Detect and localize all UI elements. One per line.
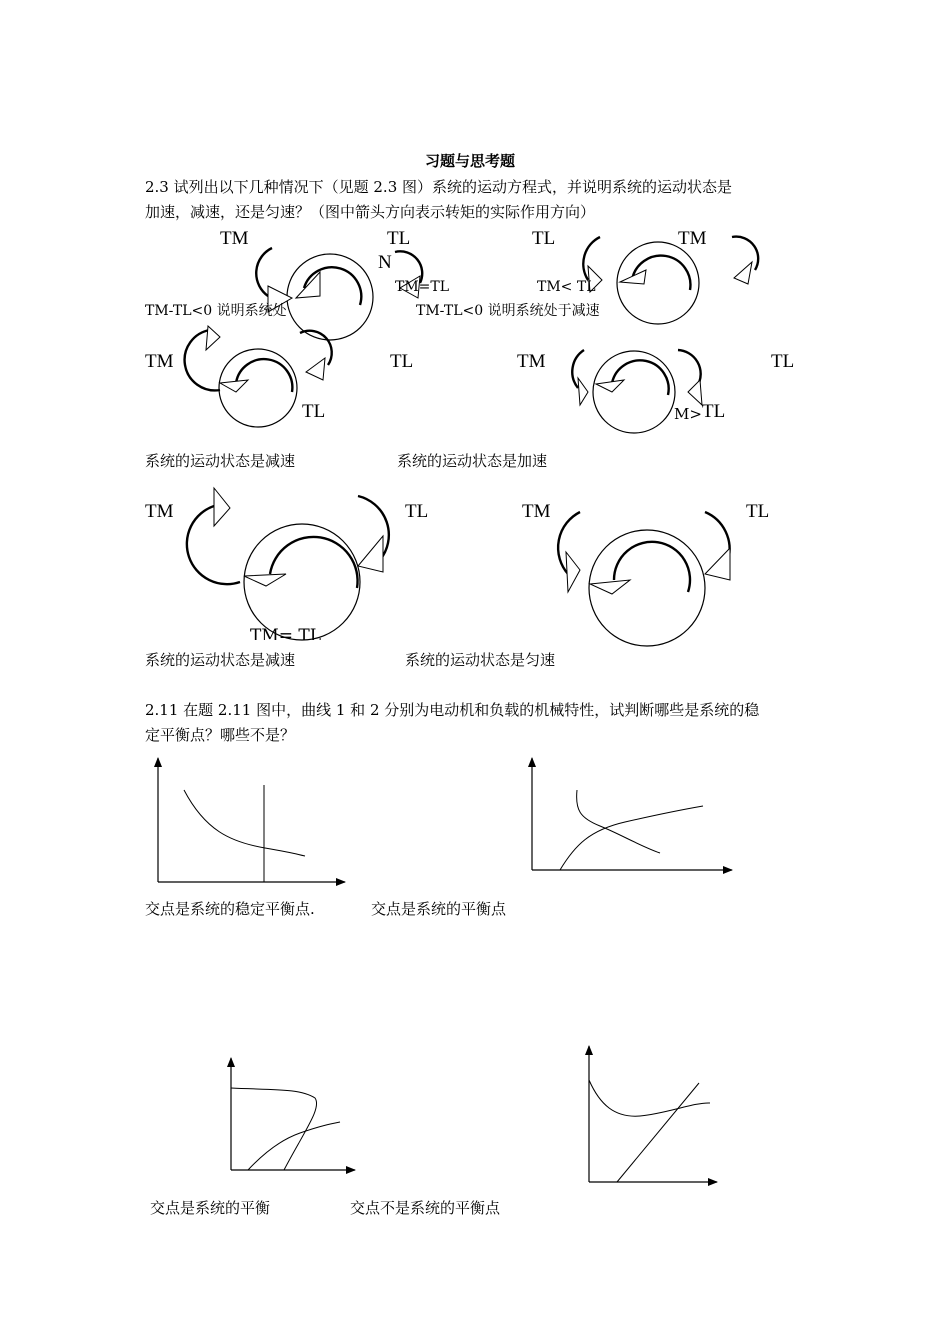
speed-n-label: N bbox=[378, 252, 392, 273]
graph-d-result: 交点不是系统的平衡点 bbox=[350, 1199, 501, 1217]
tl-label: TL bbox=[746, 501, 770, 522]
tl-label: TL bbox=[387, 228, 411, 249]
figure-b-result: TM-TL<0 说明系统处于减速 bbox=[416, 303, 600, 319]
graph-b-result: 交点是系统的平衡点 bbox=[371, 900, 507, 918]
curve-2-load bbox=[248, 1122, 340, 1170]
figure-a-result: TM-TL<0 说明系统处 bbox=[145, 303, 287, 319]
graph-b bbox=[532, 758, 732, 870]
torque-condition: TM= TL bbox=[250, 626, 322, 640]
tm-label: TM bbox=[517, 351, 546, 372]
tm-label: TM bbox=[145, 351, 174, 372]
tl-label: TL bbox=[771, 351, 795, 372]
graph-c-result: 交点是系统的平衡 bbox=[150, 1199, 271, 1217]
question-2-3-line-2: 加速，减速，还是匀速？（图中箭头方向表示转矩的实际作用方向） bbox=[145, 203, 596, 221]
tm-label: TM bbox=[145, 501, 174, 522]
figure-f-result: 系统的运动状态是匀速 bbox=[405, 651, 556, 669]
figure-e-result: 系统的运动状态是减速 bbox=[145, 651, 296, 669]
tm-label: TM bbox=[220, 228, 249, 249]
figure-d-result: 系统的运动状态是加速 bbox=[397, 452, 548, 470]
graph-c bbox=[231, 1058, 355, 1170]
torque-condition-fragment: M> bbox=[674, 405, 702, 423]
tl-label: TL bbox=[390, 351, 414, 372]
tl-label: TL bbox=[532, 228, 556, 249]
question-2-11-line-1: 2.11 在题 2.11 图中，曲线 1 和 2 分别为电动机和负载的机械特性，试判断哪些是系统的稳 bbox=[145, 701, 760, 719]
page-title: 习题与思考题 bbox=[425, 152, 516, 170]
tl-label: TL bbox=[405, 501, 429, 522]
tl-label-lower: TL bbox=[702, 401, 726, 422]
curve-2-load bbox=[560, 806, 703, 870]
curve-1-motor bbox=[184, 790, 305, 856]
curve-2-load bbox=[617, 1083, 699, 1182]
graph-a-result: 交点是系统的稳定平衡点. bbox=[145, 900, 315, 918]
tl-label-lower: TL bbox=[302, 401, 326, 422]
figure-c-result: 系统的运动状态是减速 bbox=[145, 452, 296, 470]
curve-1-motor bbox=[577, 790, 660, 853]
torque-condition: TM< TL bbox=[537, 279, 596, 295]
tm-label: TM bbox=[678, 228, 707, 249]
question-2-3-line-1: 2.3 试列出以下几种情况下（见题 2.3 图）系统的运动方程式，并说明系统的运动状态是 bbox=[145, 178, 733, 196]
graph-d bbox=[589, 1046, 717, 1182]
tm-label: TM bbox=[522, 501, 551, 522]
question-2-11-line-2: 定平衡点？哪些不是？ bbox=[145, 726, 296, 744]
curve-1-motor bbox=[231, 1088, 317, 1170]
curve-1-motor bbox=[589, 1080, 710, 1116]
graph-a bbox=[158, 758, 345, 882]
torque-condition: TM=TL bbox=[395, 279, 450, 295]
